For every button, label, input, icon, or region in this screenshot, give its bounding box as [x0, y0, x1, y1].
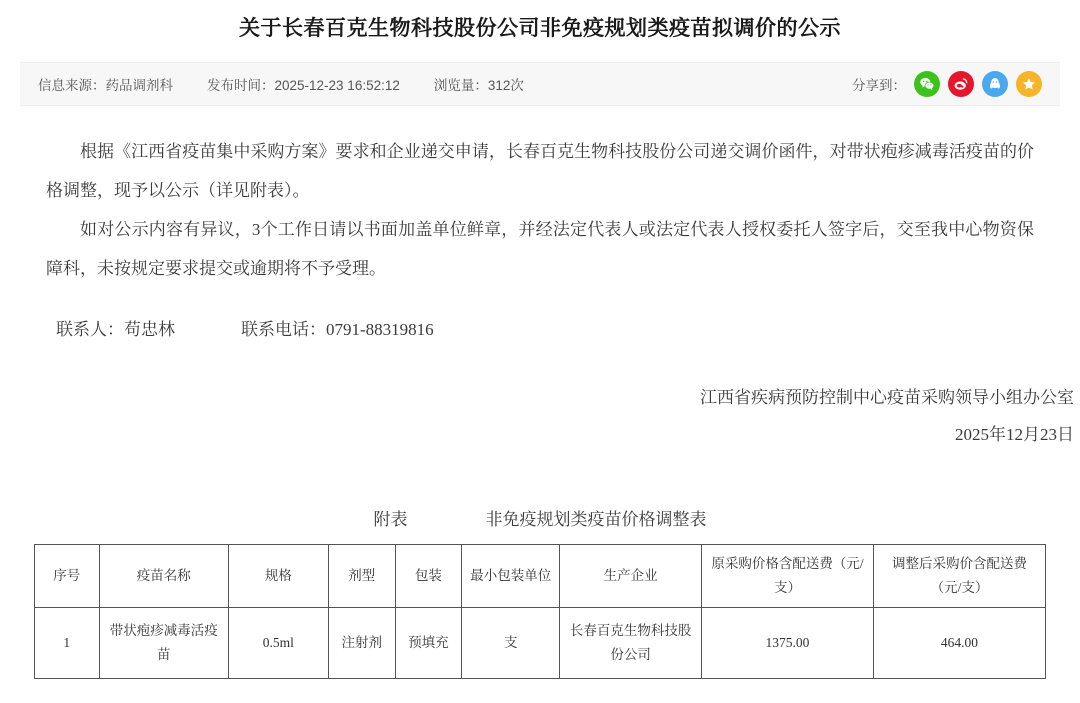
cell-new-price: 464.00	[873, 608, 1045, 679]
table-row	[35, 608, 1046, 679]
body-paragraph-1: 根据《江西省疫苗集中采购方案》要求和企业递交申请，长春百克生物科技股份公司递交调价函件，对带状疱疹减毒活疫苗的价格调整，现予以公示（详见附表）。	[46, 142, 1034, 200]
qq-share-icon[interactable]	[982, 71, 1008, 97]
cell-dosage-form: 注射剂	[328, 608, 395, 679]
contact-person: 联系人：苟忠林	[56, 320, 175, 339]
wechat-share-icon[interactable]	[914, 71, 940, 97]
signature-organization: 江西省疾病预防控制中心疫苗采购领导小组办公室	[700, 388, 1074, 407]
signature-date: 2025年12月23日	[955, 425, 1074, 444]
favorite-share-icon[interactable]	[1016, 71, 1042, 97]
cell-spec: 0.5ml	[228, 608, 328, 679]
column-header-spec: 规格	[228, 545, 328, 608]
page-title: 关于长春百克生物科技股份公司非免疫规划类疫苗拟调价的公示	[239, 17, 841, 40]
cell-manufacturer: 长春百克生物科技股份公司	[560, 608, 702, 679]
appendix-title: 非免疫规划类疫苗价格调整表	[485, 510, 707, 529]
weibo-share-icon[interactable]	[948, 71, 974, 97]
share-label: 分享到：	[852, 78, 906, 93]
column-header-manufacturer: 生产企业	[560, 545, 702, 608]
article-meta-bar	[20, 62, 1060, 106]
meta-publish-time: 发布时间：2025-12-23 16:52:12	[207, 78, 400, 93]
vaccine-price-table	[34, 544, 1046, 679]
table-body	[35, 608, 1046, 679]
appendix-label: 附表	[373, 510, 408, 529]
cell-old-price: 1375.00	[702, 608, 874, 679]
signature-block	[0, 379, 1080, 453]
meta-view-count: 浏览量：312次	[433, 78, 524, 93]
body-paragraph-2: 如对公示内容有异议，3个工作日请以书面加盖单位鲜章，并经法定代表人或法定代表人授权委托人签字后，交至我中心物资保障科，未按规定要求提交或逾期将不予受理。	[46, 220, 1034, 278]
title-bar	[0, 0, 1080, 56]
column-header-package: 包装	[395, 545, 462, 608]
meta-source: 信息来源：药品调剂科	[38, 78, 173, 93]
cell-package: 预填充	[395, 608, 462, 679]
column-header-old-price: 原采购价格含配送费（元/支）	[702, 545, 874, 608]
article-body	[0, 106, 1080, 349]
contact-phone: 联系电话：0791-88319816	[241, 320, 434, 339]
appendix-table-wrapper	[34, 544, 1046, 679]
column-header-index: 序号	[35, 545, 100, 608]
column-header-new-price: 调整后采购价含配送费（元/支）	[873, 545, 1045, 608]
contact-line	[46, 310, 1034, 349]
column-header-min-unit: 最小包装单位	[462, 545, 560, 608]
table-head	[35, 545, 1046, 608]
column-header-vaccine-name: 疫苗名称	[99, 545, 228, 608]
share-buttons	[914, 71, 1042, 97]
table-header-row	[35, 545, 1046, 608]
appendix-header	[0, 505, 1080, 530]
cell-min-unit: 支	[462, 608, 560, 679]
cell-index: 1	[35, 608, 100, 679]
cell-vaccine-name: 带状疱疹减毒活疫苗	[99, 608, 228, 679]
column-header-dosage-form: 剂型	[328, 545, 395, 608]
